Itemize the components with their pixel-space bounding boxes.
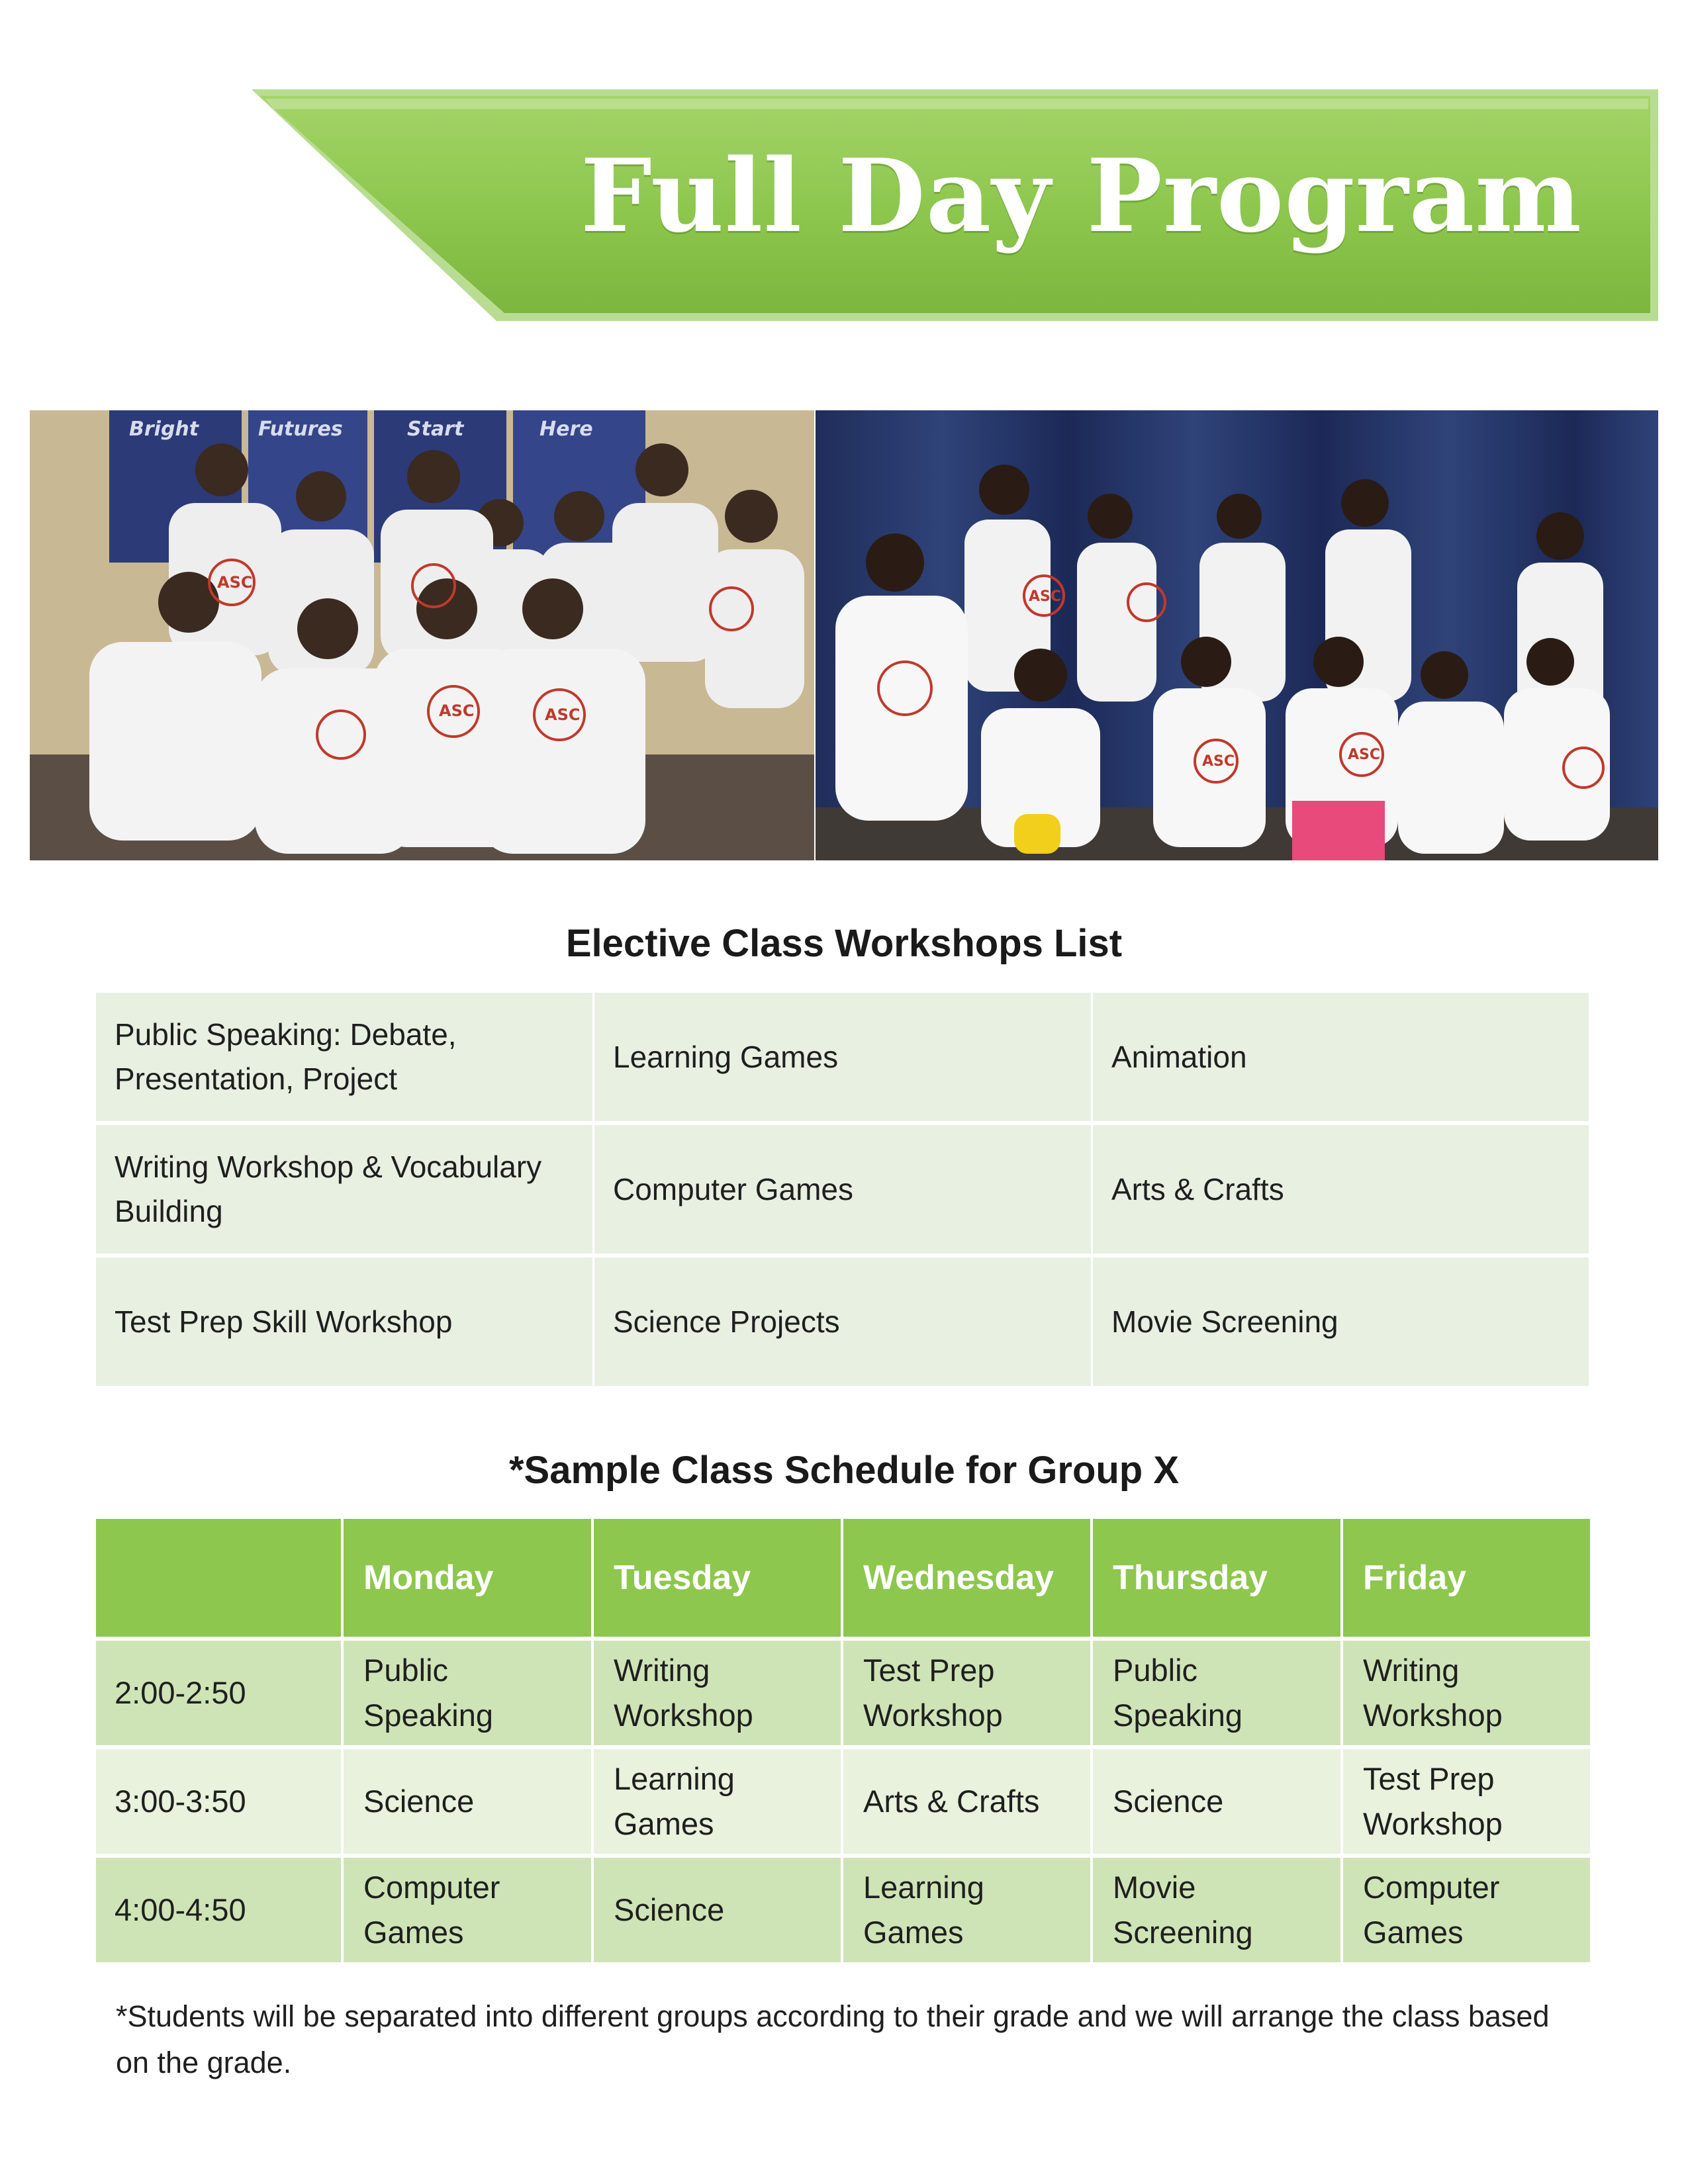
schedule-header-day: Wednesday <box>843 1519 1090 1637</box>
elective-cell: Learning Games <box>594 993 1091 1121</box>
shirt-logo-text: ASC <box>1348 747 1381 763</box>
page-title: Full Day Program <box>580 136 1582 255</box>
group-photo-students <box>816 410 1658 860</box>
schedule-cell: Computer Games <box>344 1858 591 1962</box>
schedule-cell: Test Prep Workshop <box>843 1641 1090 1745</box>
schedule-table <box>96 1519 1589 1962</box>
wall-banner-word: Bright <box>129 418 199 441</box>
elective-cell: Movie Screening <box>1093 1257 1589 1386</box>
elective-cell: Computer Games <box>594 1125 1091 1253</box>
schedule-cell: Public Speaking <box>344 1641 591 1745</box>
electives-table <box>96 993 1589 1386</box>
schedule-cell: Science <box>594 1858 841 1962</box>
schedule-cell: Writing Workshop <box>594 1641 841 1745</box>
elective-cell: Public Speaking: Debate, Presentation, Project <box>96 993 592 1121</box>
schedule-cell: Writing Workshop <box>1343 1641 1590 1745</box>
shirt-logo-text: ASC <box>545 705 581 724</box>
wall-banner-word: Here <box>539 418 593 441</box>
schedule-header-day: Thursday <box>1093 1519 1340 1637</box>
schedule-cell: Public Speaking <box>1093 1641 1340 1745</box>
shirt-logo-text: ASC <box>217 573 253 592</box>
schedule-time-cell: 2:00-2:50 <box>96 1641 341 1745</box>
shirt-logo-text: ASC <box>1029 588 1062 605</box>
elective-cell: Science Projects <box>594 1257 1091 1386</box>
shirt-logo-text: ASC <box>439 702 475 720</box>
schedule-cell: Arts & Crafts <box>843 1749 1090 1854</box>
title-banner <box>252 89 1658 321</box>
schedule-cell: Science <box>344 1749 591 1854</box>
schedule-time-cell: 4:00-4:50 <box>96 1858 341 1962</box>
shirt-logo-text: ASC <box>1202 753 1235 770</box>
electives-heading: Elective Class Workshops List <box>565 922 1123 965</box>
schedule-header-day: Friday <box>1343 1519 1590 1637</box>
group-photo-staff <box>30 410 814 860</box>
elective-cell: Writing Workshop & Vocabulary Building <box>96 1125 592 1253</box>
schedule-time-cell: 3:00-3:50 <box>96 1749 341 1854</box>
schedule-cell: Science <box>1093 1749 1340 1854</box>
footnote: *Students will be separated into different groups according to their grade and we will arrange the class based on the grade. <box>116 1999 1550 2079</box>
schedule-header-day: Monday <box>344 1519 591 1637</box>
schedule-cell: Learning Games <box>594 1749 841 1854</box>
schedule-cell: Computer Games <box>1343 1858 1590 1962</box>
elective-cell: Animation <box>1093 993 1589 1121</box>
schedule-cell: Learning Games <box>843 1858 1090 1962</box>
schedule-heading: *Sample Class Schedule for Group X <box>508 1449 1180 1492</box>
schedule-cell: Test Prep Workshop <box>1343 1749 1590 1854</box>
wall-banner-word: Futures <box>258 418 343 441</box>
schedule-header-corner <box>96 1519 341 1637</box>
schedule-cell: Movie Screening <box>1093 1858 1340 1962</box>
elective-cell: Test Prep Skill Workshop <box>96 1257 592 1386</box>
elective-cell: Arts & Crafts <box>1093 1125 1589 1253</box>
schedule-header-day: Tuesday <box>594 1519 841 1637</box>
wall-banner-word: Start <box>407 418 464 441</box>
